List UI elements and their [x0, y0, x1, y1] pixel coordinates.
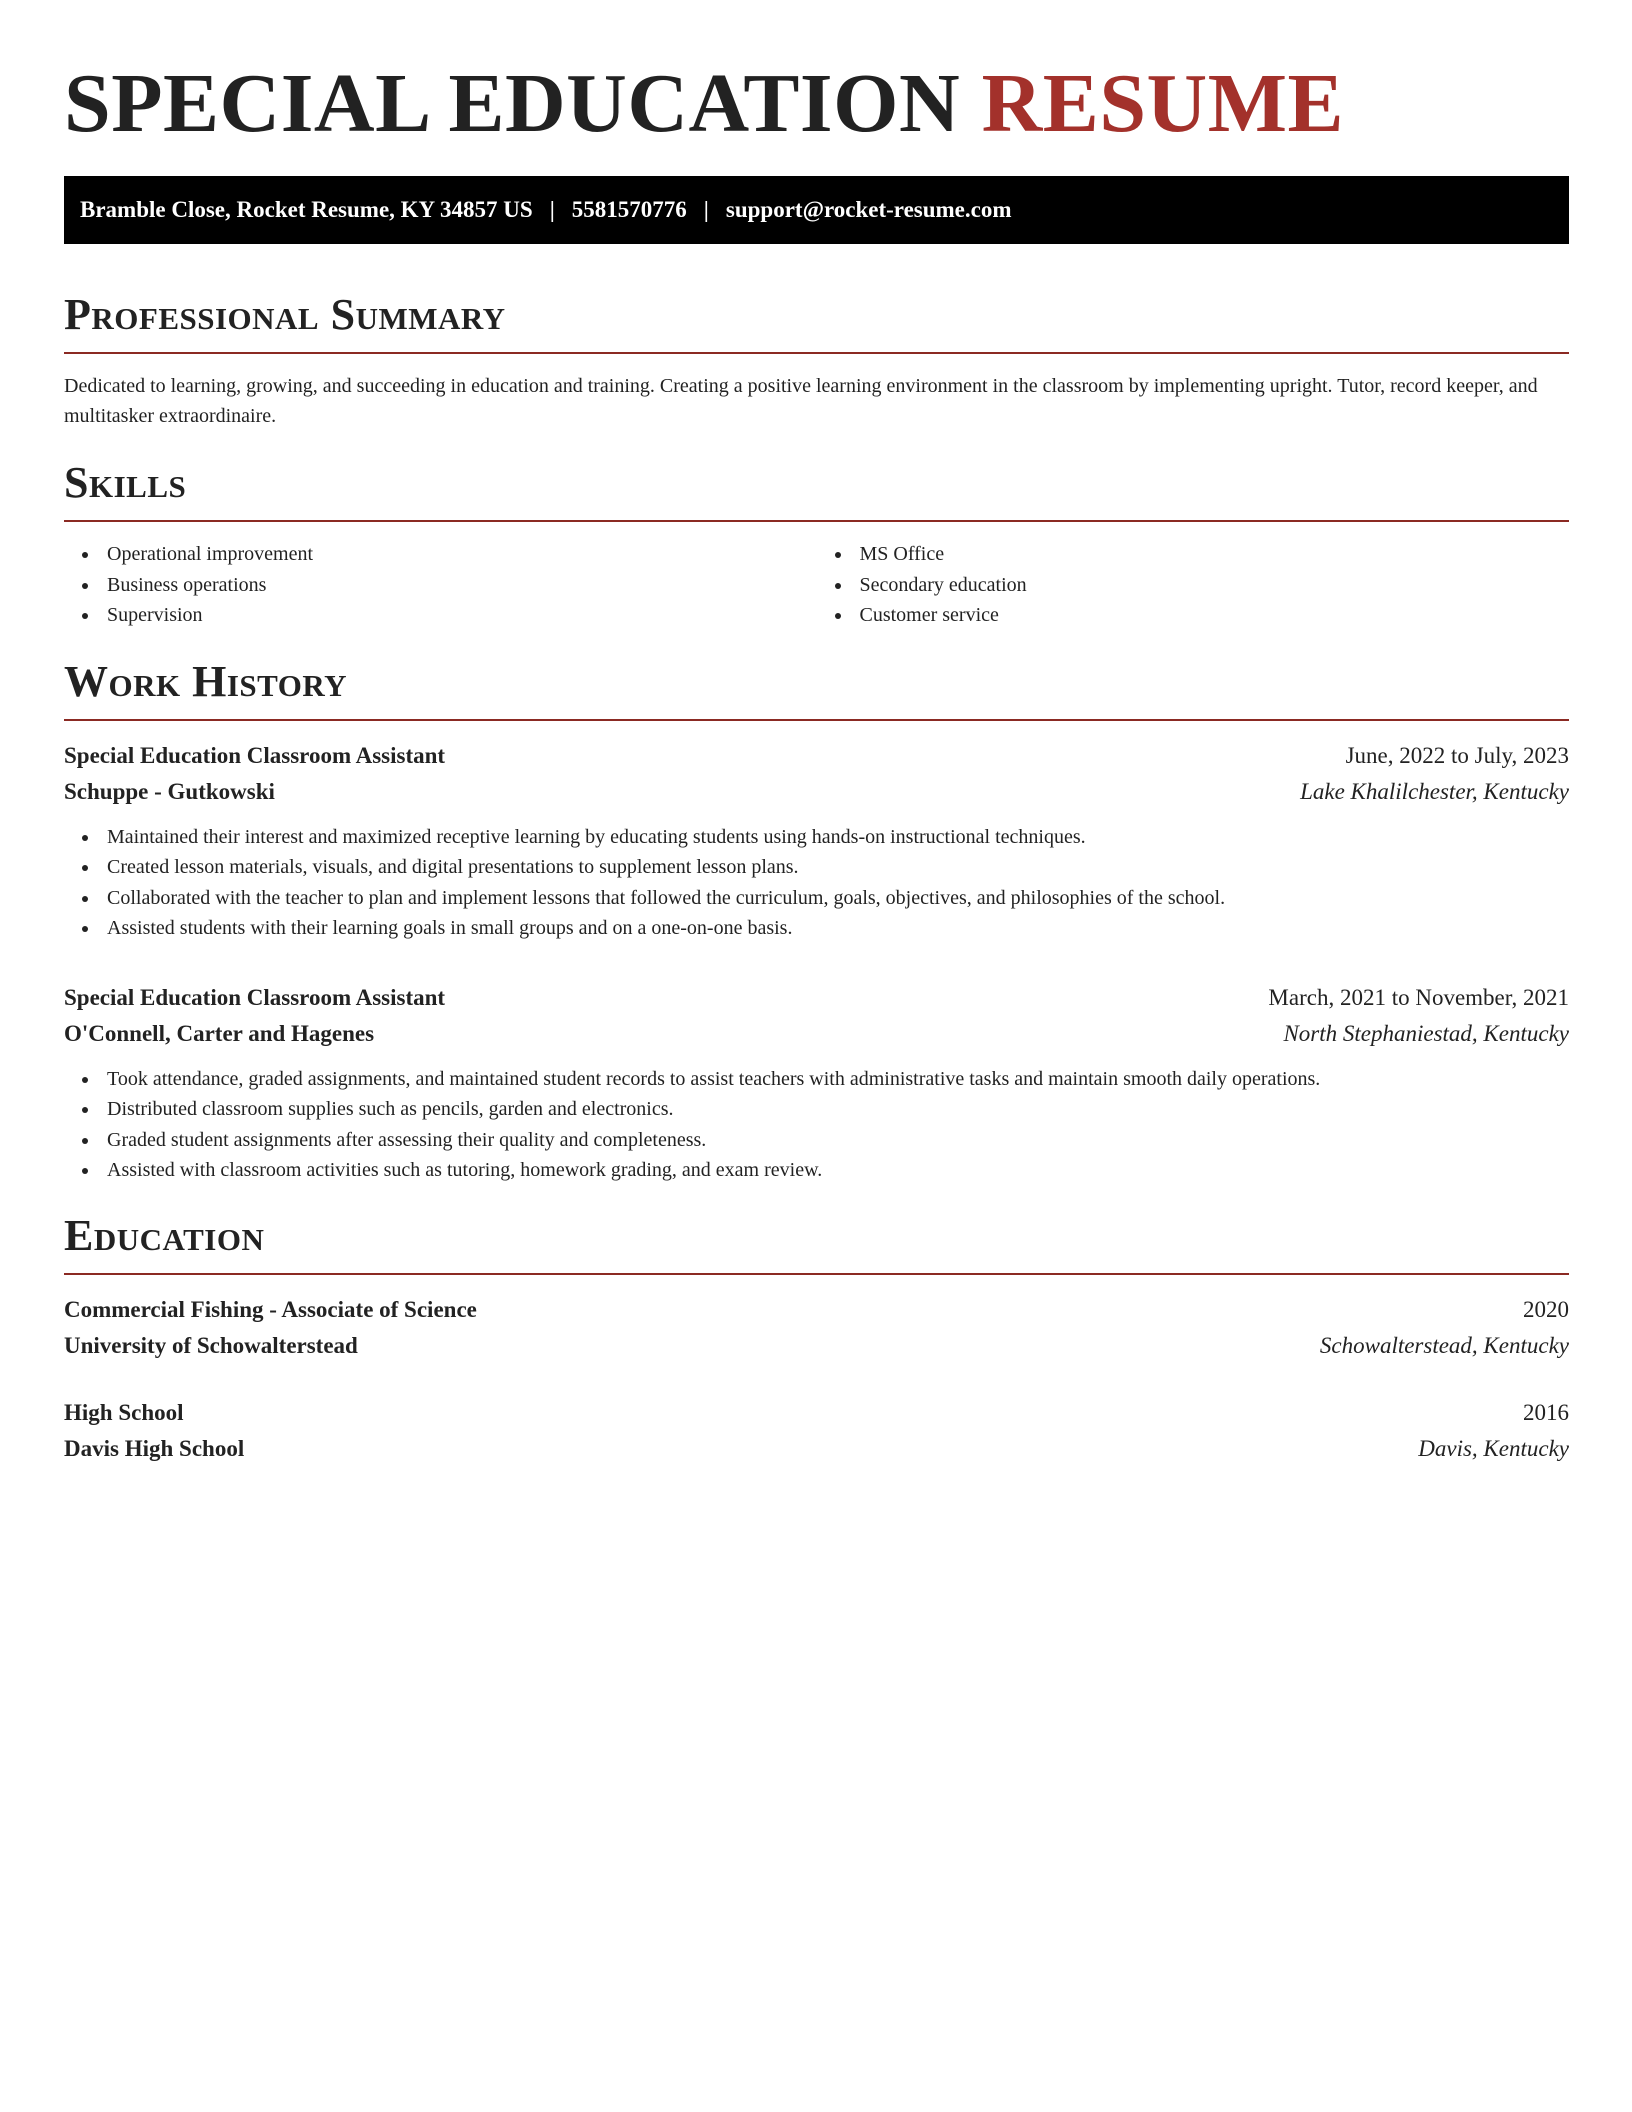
job-dates: March, 2021 to November, 2021: [1268, 984, 1569, 1010]
job-bullet: Collaborated with the teacher to plan and implement lessons that followed the curriculum, goals, objectives, and philosophies of the school.: [107, 883, 1569, 914]
job-company: Schuppe - Gutkowski: [64, 778, 275, 804]
job-bullet: Assisted students with their learning goals in small groups and on a one-on-one basis.: [107, 913, 1569, 944]
section-divider: [64, 1273, 1569, 1275]
skill-item: Customer service: [860, 600, 1570, 631]
title-main: SPECIAL EDUCATION: [64, 57, 961, 150]
education-school: University of Schowalterstead: [64, 1332, 358, 1358]
education-year: 2016: [1523, 1399, 1569, 1425]
summary-text: Dedicated to learning, growing, and succeeding in education and training. Creating a positive learning environment in the classroom by implementing upright. Tutor, record keeper, and multitasker extraordinaire.: [64, 375, 1538, 427]
job-dates: June, 2022 to July, 2023: [1345, 742, 1569, 768]
skill-item: Supervision: [107, 600, 817, 631]
section-divider: [64, 520, 1569, 522]
job-location: Lake Khalilchester, Kentucky: [1300, 778, 1569, 804]
job-entry: [64, 980, 1569, 1186]
education-location: Davis, Kentucky: [1418, 1435, 1569, 1461]
contact-separator: |: [549, 197, 555, 222]
job-bullet: Maintained their interest and maximized receptive learning by educating students using hands-on instructional techniques.: [107, 822, 1569, 853]
education-entry: [64, 1292, 1569, 1364]
skill-item: Secondary education: [860, 570, 1570, 601]
skill-item: MS Office: [860, 539, 1570, 570]
contact-phone: 5581570776: [571, 197, 687, 222]
skill-item: Operational improvement: [107, 539, 817, 570]
skills-section: [64, 458, 1569, 631]
section-divider: [64, 719, 1569, 721]
summary-section: [64, 290, 1569, 431]
summary-heading: Professional Summary: [64, 290, 506, 339]
work-section: [64, 657, 1569, 1186]
skills-grid: [64, 539, 1569, 631]
title-accent: RESUME: [981, 57, 1345, 150]
job-bullets: [64, 1064, 1569, 1186]
education-degree: High School: [64, 1399, 184, 1425]
job-company: O'Connell, Carter and Hagenes: [64, 1020, 375, 1046]
education-year: 2020: [1523, 1296, 1569, 1322]
education-heading: Education: [64, 1210, 265, 1260]
section-divider: [64, 352, 1569, 354]
job-title: Special Education Classroom Assistant: [64, 984, 446, 1010]
education-location: Schowalterstead, Kentucky: [1319, 1332, 1569, 1358]
skills-column-left: [64, 539, 817, 631]
education-entry: [64, 1395, 1569, 1467]
job-bullet: Created lesson materials, visuals, and digital presentations to supplement lesson plans.: [107, 852, 1569, 883]
job-bullet: Assisted with classroom activities such as tutoring, homework grading, and exam review.: [107, 1155, 1569, 1186]
skill-item: Business operations: [107, 570, 817, 601]
skills-column-right: [817, 539, 1570, 631]
work-heading: Work History: [64, 656, 348, 706]
contact-address: Bramble Close, Rocket Resume, KY 34857 US: [80, 197, 533, 222]
job-bullet: Graded student assignments after assessing their quality and completeness.: [107, 1125, 1569, 1156]
job-bullet: Took attendance, graded assignments, and maintained student records to assist teachers with administrative tasks and maintain smooth daily operations.: [107, 1064, 1569, 1095]
education-section: [64, 1211, 1569, 1467]
job-bullet: Distributed classroom supplies such as pencils, garden and electronics.: [107, 1094, 1569, 1125]
contact-email[interactable]: support@rocket-resume.com: [725, 197, 1012, 222]
resume-title: [64, 56, 1569, 152]
job-location: North Stephaniestad, Kentucky: [1283, 1020, 1569, 1046]
contact-bar: [64, 176, 1569, 244]
job-entry: [64, 738, 1569, 944]
contact-separator: |: [703, 197, 709, 222]
job-title: Special Education Classroom Assistant: [64, 742, 446, 768]
job-bullets: [64, 822, 1569, 944]
education-degree: Commercial Fishing - Associate of Science: [64, 1296, 477, 1322]
skills-heading: Skills: [64, 458, 187, 507]
education-school: Davis High School: [64, 1435, 245, 1461]
